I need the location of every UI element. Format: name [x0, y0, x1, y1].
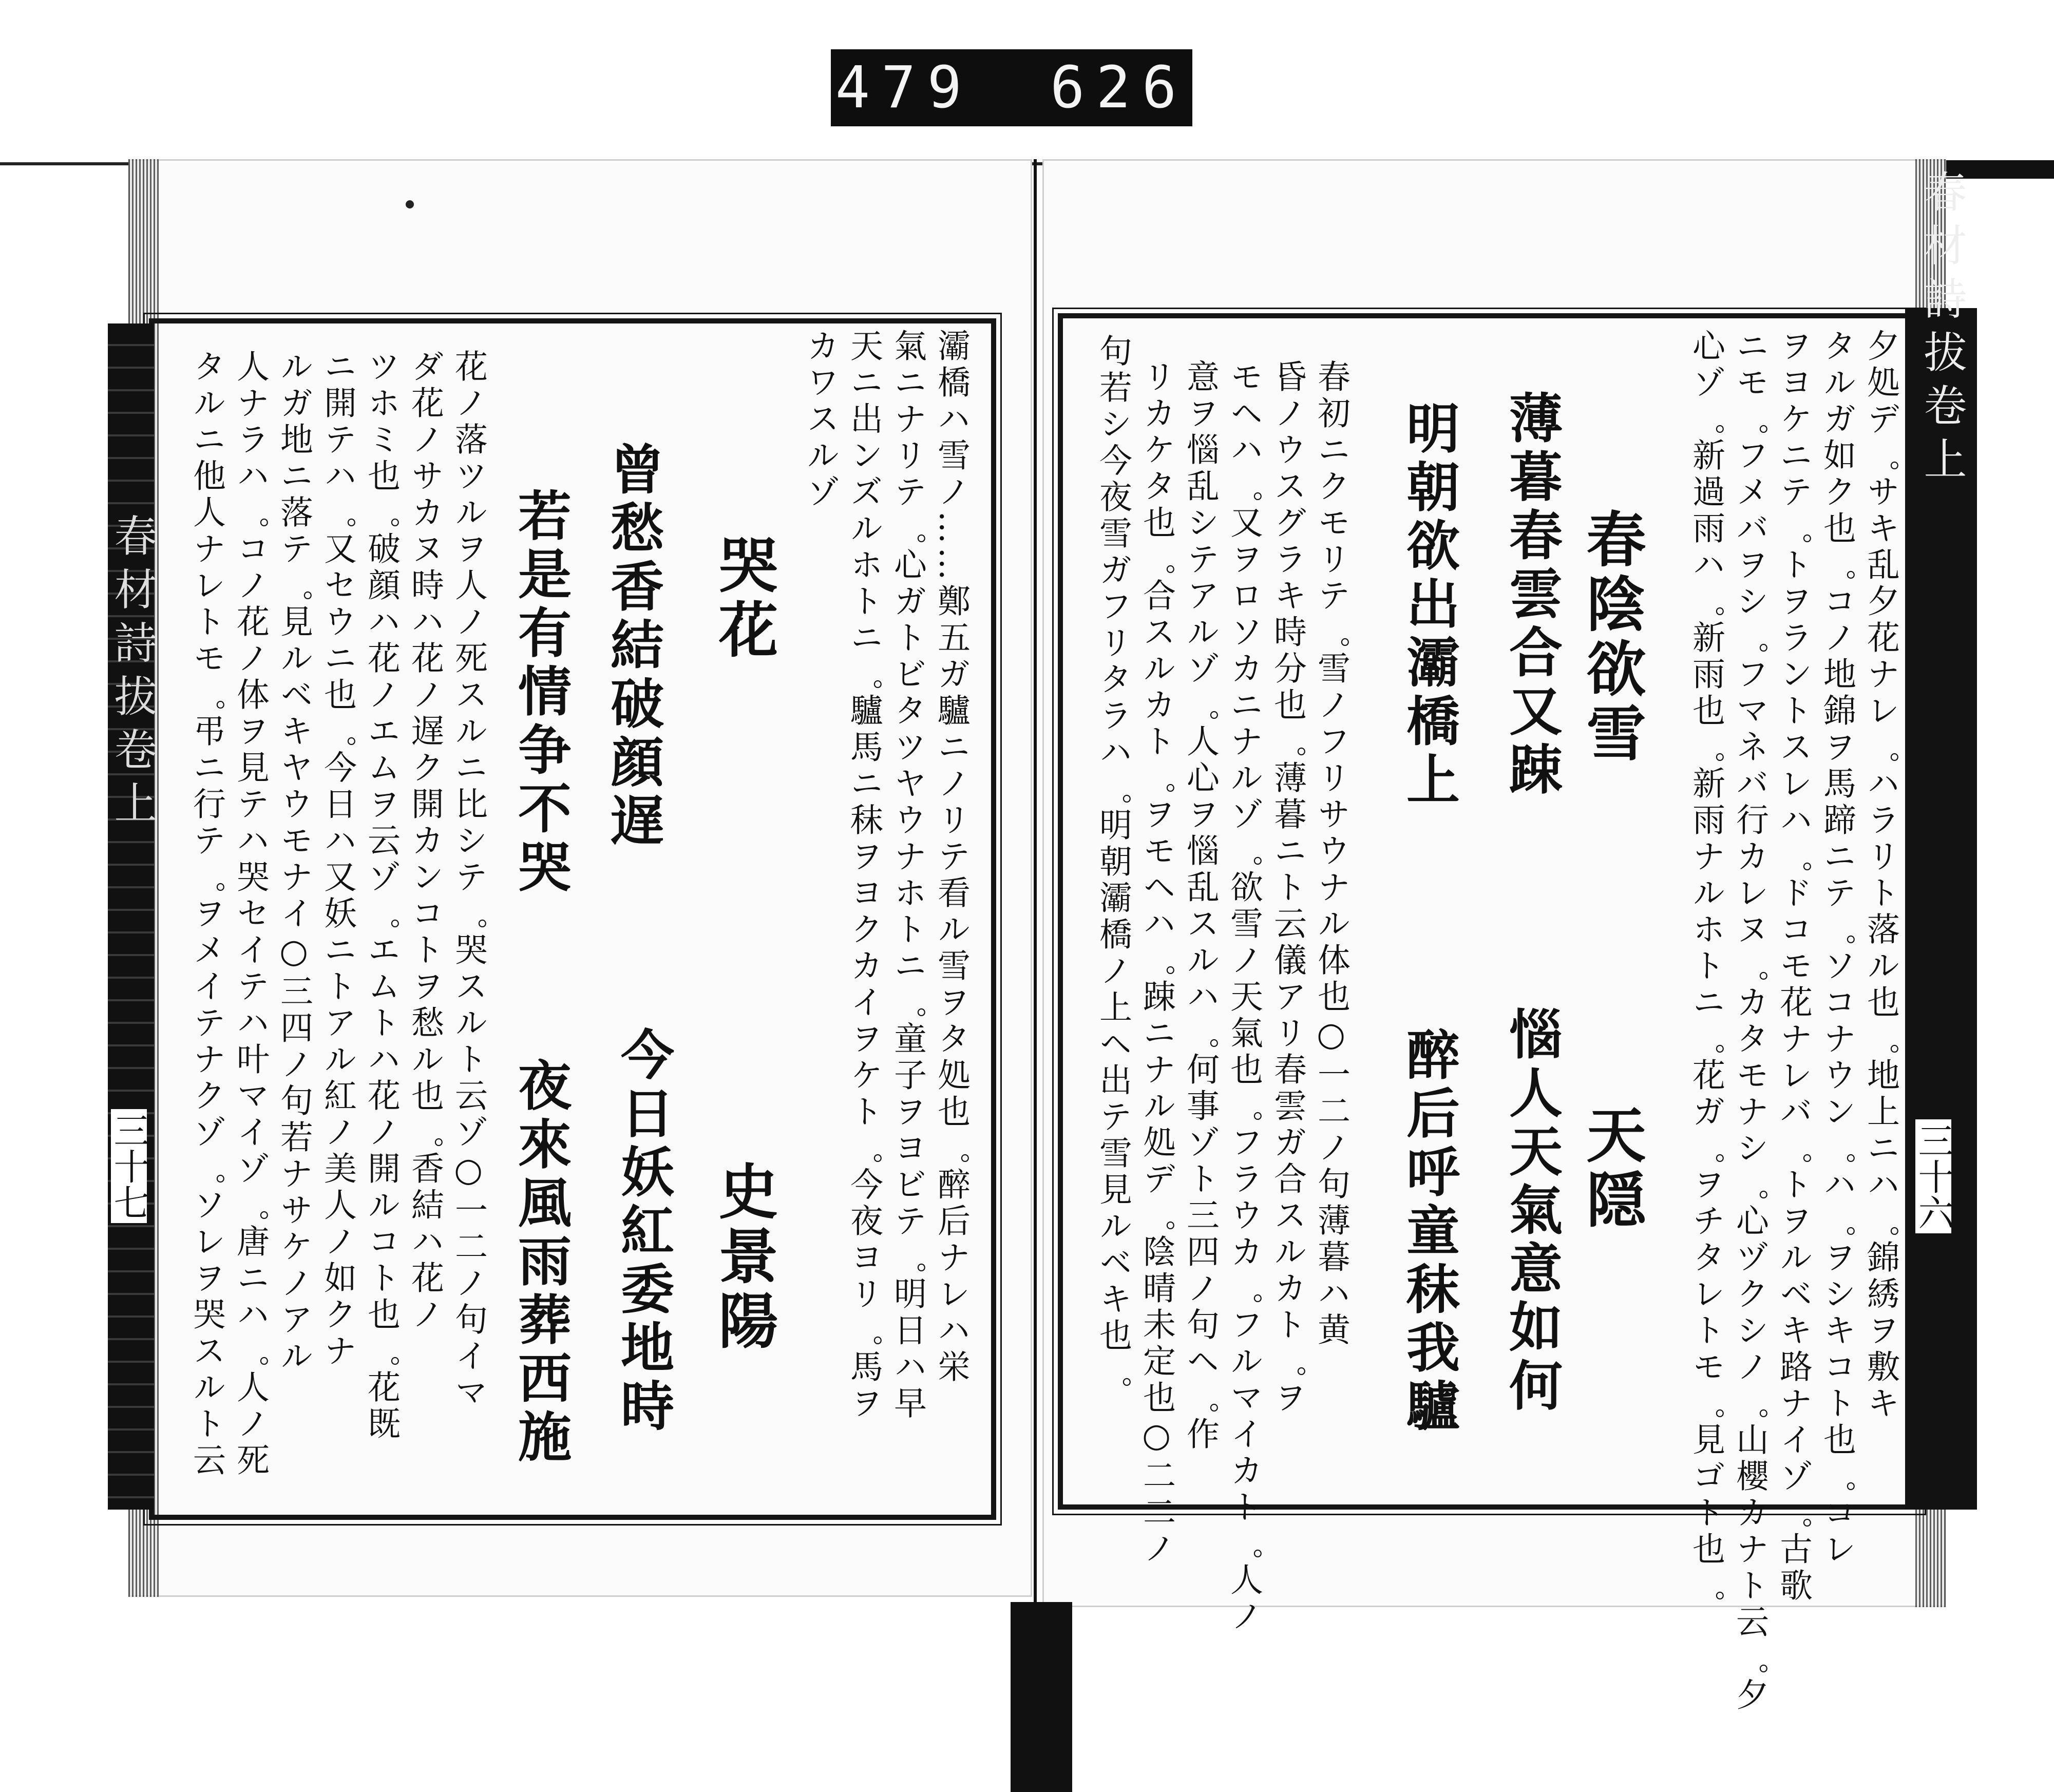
left-folio: 三十七 — [111, 1109, 147, 1223]
right-poem-line-1-upper: 薄暮春雲合又踈 — [1500, 390, 1563, 800]
left-prose-line-4: カワスルゾ — [801, 329, 839, 511]
left-commentary-line-5: ルガ地ニ落テ゜見ルベキヤウモナイ○三四ノ句若ナサケノアル — [275, 349, 313, 1375]
left-commentary-line-2: ダ花ノサカヌ時ハ花ノ遅ク開カンコトヲ愁ル也゜香結ハ花ノ — [406, 349, 444, 1333]
left-poem-author: 史景陽 — [709, 1160, 778, 1355]
right-commentary-line-6: 句若シ今夜雪ガフリタラハ゜明朝灞橋ノ上ヘ出テ雪見ルベキ也゜ — [1094, 334, 1132, 1391]
right-commentary-line-1: 春初ニクモリテ゜雪ノフリサウナル体也○一二ノ句薄暮ハ黄 — [1312, 359, 1350, 1349]
left-poem-line-1-upper: 曾愁香結破顔遅 — [601, 442, 664, 851]
left-poem-heading: 哭花 — [709, 534, 778, 663]
right-prose-line-5: 心ゾ゜新過雨ハ゜新雨也゜新雨ナルホトニ゜花ガ゜ヲチタレトモ゜見ゴト也゜ — [1687, 329, 1725, 1605]
left-commentary-line-3: ツホミ也゜破顔ハ花ノエムヲ云ゾ゜エムトハ花ノ開ルコト也゜花既 — [362, 349, 400, 1443]
left-commentary-line-4: ニ開テハ゜又セウニ也゜今日ハ又妖ニトアル紅ノ美人ノ如クナ — [318, 349, 356, 1370]
left-prose-line-2: 氣ニナリテ゜心ガトビタツヤウナホトニ゜童子ヲヨビテ゜明日ハ早 — [888, 329, 926, 1422]
ink-spot — [406, 200, 414, 208]
left-prose-line-1: 灞橋ハ雪ノ……鄭五ガ驢ニノリテ看ル雪ヲタ処也゜醉后ナレハ栄 — [932, 329, 970, 1386]
right-commentary-line-4: 意ヲ惱乱シテアルゾ゜人心ヲ惱乱スルハ゜何事ゾト三四ノ句ヘ゜作 — [1181, 359, 1219, 1453]
right-prose-line-3: ヲヨケニテ゜トヲラントスレハ゜ドコモ花ナレバ゜トヲルベキ路ナイゾ゜古歌 — [1774, 329, 1812, 1605]
spine-line — [1034, 159, 1037, 1705]
label-right-number: 626 — [1050, 54, 1188, 121]
left-poem-line-1-lower: 今日妖紅委地時 — [612, 1027, 675, 1437]
right-poem-heading: 春陰欲雪 — [1576, 508, 1646, 767]
archive-number-label — [831, 49, 1192, 126]
right-poem-author: 天隠 — [1576, 1104, 1646, 1233]
left-commentary-line-6: 人ナラハ゜コノ花ノ体ヲ見テハ哭セイテハ叶マイゾ゜唐ニハ゜人ノ死 — [231, 349, 269, 1479]
left-poem-line-2-upper: 若是有情争不哭 — [509, 488, 572, 898]
left-margin-title: 春材詩拔卷上 — [107, 513, 158, 834]
label-left-number: 479 — [835, 54, 973, 121]
right-poem-line-2-upper: 明朝欲出灞橋上 — [1397, 401, 1460, 810]
right-poem-line-1-lower: 惱人天氣意如何 — [1500, 1006, 1563, 1416]
right-margin-title: 春材詩拔卷上 — [1917, 169, 1967, 490]
right-prose-line-2: タルガ如ク也゜コノ地錦ヲ馬蹄ニテ゜ソコナウン゜ハ゜ヲシキコト也゜コレ — [1818, 329, 1856, 1568]
left-margin-strip — [107, 323, 158, 1510]
right-commentary-line-2: 昏ノウスグラキ時分也゜薄暮ニト云儀アリ春雲ガ合スルカト゜ヲ — [1268, 359, 1306, 1417]
right-commentary-line-5: リカケタ也゜合スルカト゜ヲモヘハ゜踈ニナル処デ゜陰晴未定也○二二ノ — [1137, 359, 1175, 1568]
left-commentary-line-7: タルニ他人ナレトモ゜弔ニ行テ゜ヲメイテナクゾ゜ソレヲ哭スルト云 — [187, 349, 225, 1479]
right-folio: 三十六 — [1915, 1119, 1951, 1233]
right-prose-line-1: 夕処デ゜サキ乱夕花ナレ゜ハラリト落ル也゜地上ニハ゜錦綉ヲ敷キ — [1861, 329, 1899, 1422]
right-prose-line-4: ニモ゜フメバヲシ゜フマネバ行カレヌ゜カタモナシ゜心ヅクシノ゜山櫻カナト云゜夕 — [1730, 329, 1768, 1714]
spine-tab — [1011, 1602, 1072, 1792]
left-poem-line-2-lower: 夜來風雨葬西施 — [509, 1058, 572, 1467]
left-prose-line-3: 天ニ出ンズルホトニ゜驢馬ニ秣ヲヨクカイヲケト゜今夜ヨリ゜馬ヲ — [845, 329, 883, 1422]
right-commentary-line-3: モヘハ゜又ヲロソカニナルゾ゜欲雪ノ天氣也゜フラウカ゜フルマイカト゜人ノ — [1225, 359, 1263, 1635]
left-commentary-line-1: 花ノ落ツルヲ人ノ死スルニ比シテ゜哭スルト云ゾ○一二ノ句イマ — [449, 349, 487, 1412]
right-poem-line-2-lower: 醉后呼童秣我驢 — [1397, 1027, 1460, 1437]
